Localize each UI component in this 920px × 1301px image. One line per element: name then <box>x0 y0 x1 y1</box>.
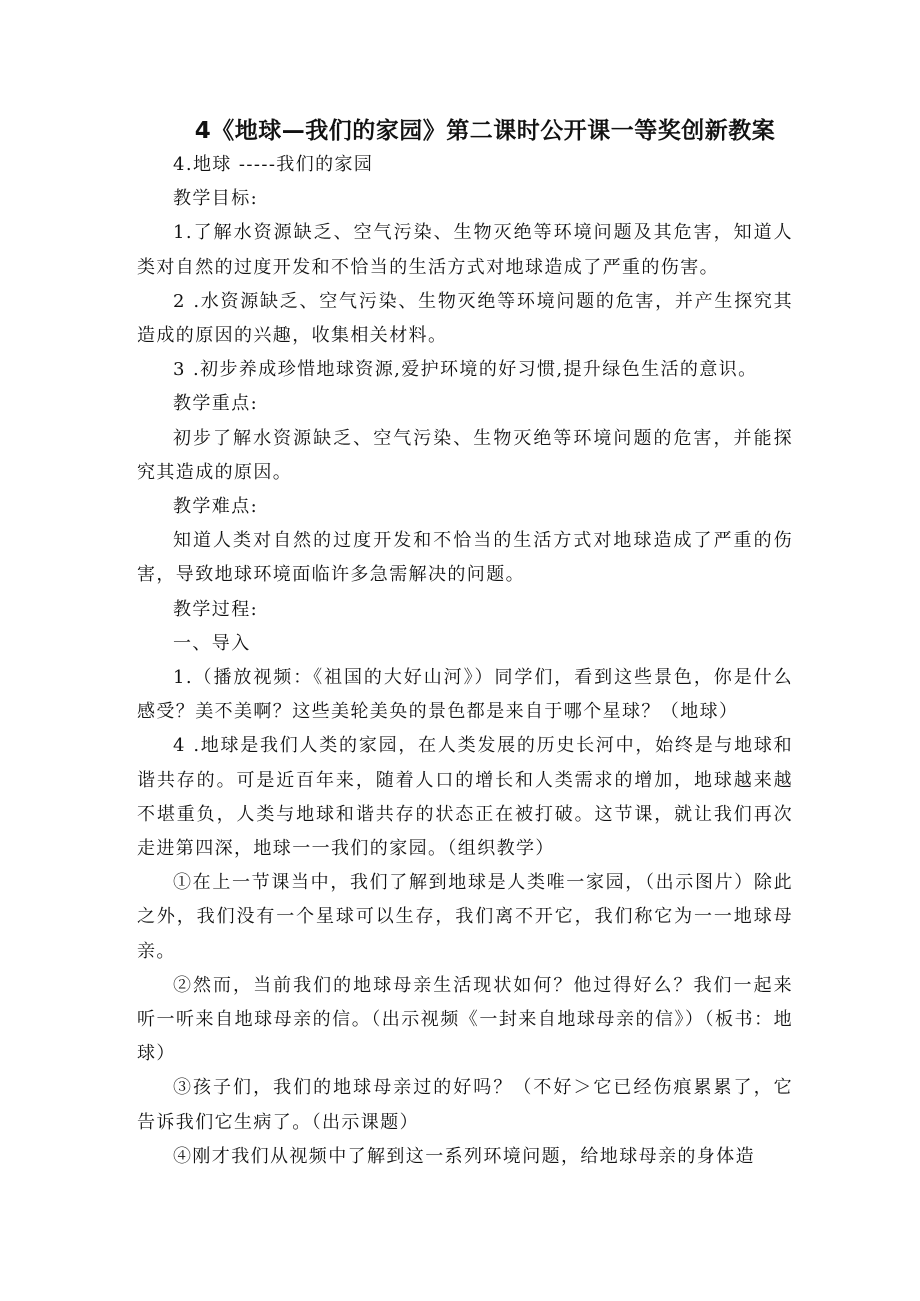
paragraph-key-points-heading: 教学重点: <box>173 393 259 415</box>
paragraph-objective-1: 1.了解水资源缺乏、空气污染、生物灭绝等环境问题及其危害，知道人类对自然的过度开发和不恰当的生活方式对地球造成了严重的伤害。 <box>137 222 793 278</box>
paragraph-step-2: ②然而，当前我们的地球母亲生活现状如何？他过得好么？我们一起来听一听来自地球母亲的信。（出示视频《一封来自地球母亲的信》）（板书：地球） <box>137 974 793 1065</box>
paragraph-difficulties-heading: 教学难点: <box>173 496 259 518</box>
document-title: 4《地球—我们的家园》第二课时公开课一等奖创新教案 <box>194 118 776 144</box>
paragraph-step-4: ④刚才我们从视频中了解到这一系列环境问题，给地球母亲的身体造 <box>173 1145 755 1167</box>
paragraph-intro-1: 1.（播放视频：《祖国的大好山河》）同学们，看到这些景色，你是什么感受？美不美啊？这些美轮美奂的景色都是来自于哪个星球？（地球） <box>137 667 793 723</box>
document-body <box>137 148 793 1174</box>
paragraph-objective-2: 2 .水资源缺乏、空气污染、生物灭绝等环境问题的危害，并产生探究其造成的原因的兴趣，收集相关材料。 <box>137 290 793 347</box>
paragraph-step-1: ①在上一节课当中，我们了解到地球是人类唯一家园，（出示图片）除此之外，我们没有一个星球可以生存，我们离不开它，我们称它为一一地球母亲。 <box>137 872 793 962</box>
paragraph-lesson-heading: 4.地球 -----我们的家园 <box>173 154 374 175</box>
paragraph-objective-3: 3 .初步养成珍惜地球资源,爱护环境的好习惯,提升绿色生活的意识。 <box>173 359 758 381</box>
paragraph-intro-heading: 一、导入 <box>173 632 251 654</box>
paragraph-objectives-heading: 教学目标: <box>173 188 259 210</box>
paragraph-difficulties: 知道人类对自然的过度开发和不恰当的生活方式对地球造成了严重的伤害，导致地球环境面临许多急需解决的问题。 <box>137 530 793 586</box>
paragraph-key-points: 初步了解水资源缺乏、空气污染、生物灭绝等环境问题的危害，并能探究其造成的原因。 <box>137 427 793 483</box>
paragraph-process-heading: 教学过程: <box>173 598 259 620</box>
paragraph-step-3: ③孩子们，我们的地球母亲过的好吗？（不好＞它已经伤痕累累了，它告诉我们它生病了。（出示课题） <box>137 1077 793 1133</box>
paragraph-intro-4: 4 .地球是我们人类的家园，在人类发展的历史长河中，始终是与地球和谐共存的。可是近百年来，随着人口的增长和人类需求的增加，地球越来越不堪重负，人类与地球和谐共存的状态正在被打破。这节课，就让我们再次走进第四深，地球一一我们的家园。（组织教学） <box>137 735 793 860</box>
